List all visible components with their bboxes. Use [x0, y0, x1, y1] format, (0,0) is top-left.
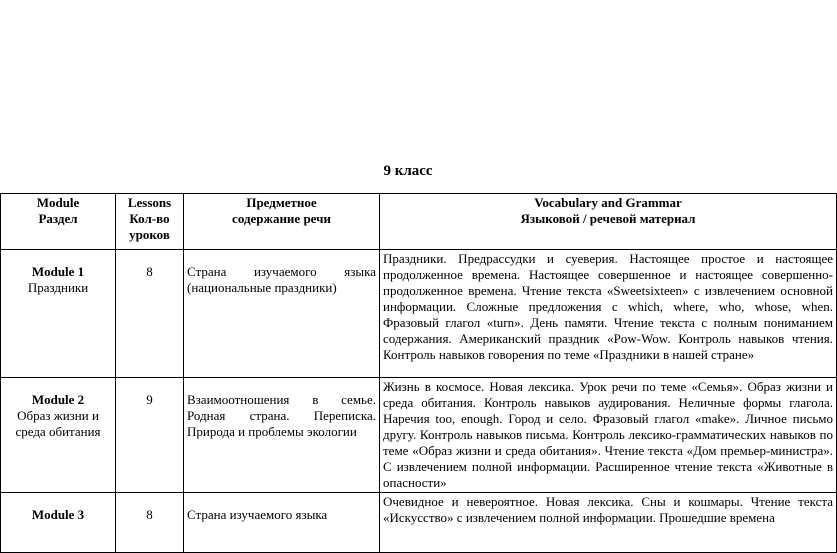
- module-section: Праздники: [27, 280, 89, 295]
- module-section: Образ жизни и среда обитания: [15, 408, 101, 439]
- page-title: 9 класс: [383, 163, 433, 179]
- header-vocab: Vocabulary and Grammar Языковой / речевой материал: [380, 194, 837, 250]
- vocab-cell: Праздники. Предрассудки и суеверия. Настоящее простое и настоящее продолженное времена. Настоящее совершенное и настоящее совершенно-продолженное времена. Чтение текста «Sweetsixteen» с извлечением основной информации. Сложные предложения с which, where, who, whose, when. Фразовый глагол «turn». День памяти. Чтение текста с полным пониманием содержания. Американский праздник «Pow-Wow. Контроль навыков чтения. Контроль навыков говорения по теме «Праздники в нашей стране»: [380, 250, 837, 378]
- header-module: Module Раздел: [1, 194, 116, 250]
- module-title: Module 2: [31, 392, 85, 407]
- module-cell: [1, 378, 116, 493]
- lessons-cell: 8: [116, 250, 184, 378]
- topic-cell: Страна изучаемого языка: [184, 493, 380, 553]
- module-cell: [1, 250, 116, 378]
- curriculum-table: [0, 193, 837, 553]
- topic-cell: Взаимоотношения в семье. Родная страна. Переписка. Природа и проблемы экологии: [184, 378, 380, 493]
- module-title: Module 1: [31, 264, 85, 279]
- vocab-cell: Жизнь в космосе. Новая лексика. Урок речи по теме «Семья». Образ жизни и среда обитания. Контроль навыков аудирования. Неличные формы глагола. Наречия too, enough. Город и село. Фразовый глагол «make». Личное письмо другу. Контроль навыков письма. Контроль лексико-грамматических навыков по теме «Образ жизни и среда обитания». Чтение текста «Дом премьер-министра». С извлечением полной информации. Расширенное чтение текста «Животные в опасности»: [380, 378, 837, 493]
- lessons-cell: 8: [116, 493, 184, 553]
- table-row: [1, 378, 837, 493]
- table-header-row: [1, 194, 837, 250]
- header-topic: Предметное содержание речи: [184, 194, 380, 250]
- header-lessons: Lessons Кол-во уроков: [116, 194, 184, 250]
- module-cell: [1, 493, 116, 553]
- table-row: [1, 493, 837, 553]
- topic-cell: Страна изучаемого языка (национальные праздники): [184, 250, 380, 378]
- vocab-cell: Очевидное и невероятное. Новая лексика. Сны и кошмары. Чтение текста «Искусство» с извлечением полной информации. Прошедшие времена: [380, 493, 837, 553]
- table-row: [1, 250, 837, 378]
- lessons-cell: 9: [116, 378, 184, 493]
- module-title: Module 3: [31, 507, 85, 522]
